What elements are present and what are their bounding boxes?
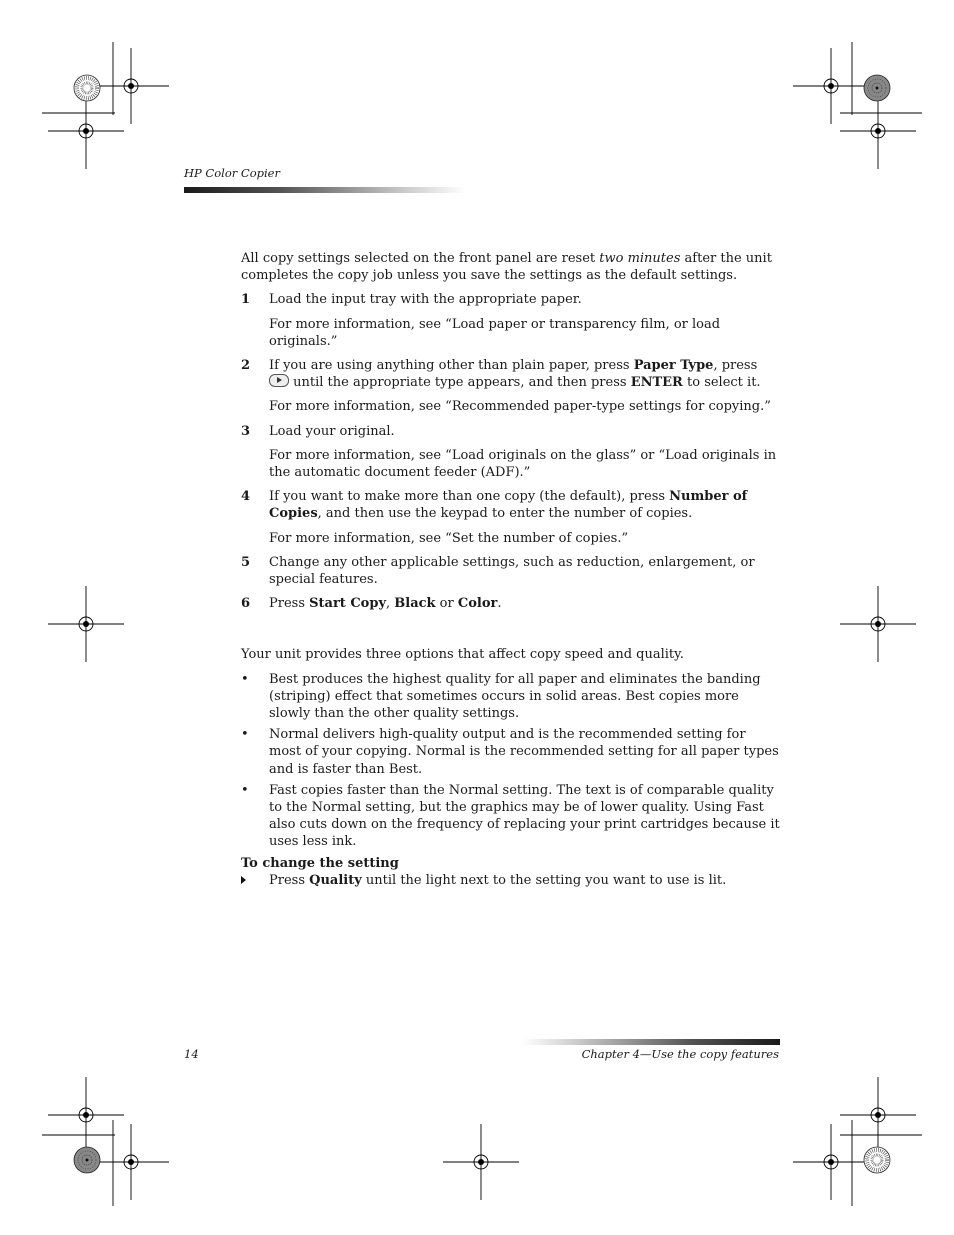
procedure-heading: To change the setting (241, 855, 399, 871)
intro-paragraph: All copy settings selected on the front panel are reset two minutes after the unit completes the copy job unless you save the settings as the default settings. (241, 251, 772, 284)
right-arrow-button-icon (269, 374, 289, 387)
step-2 (241, 357, 781, 416)
step-text: If you are using anything other than plain paper, press Paper Type, press until the appropriate type appears, and then press ENTER to select it. (269, 358, 761, 391)
bullet-text: Normal delivers high-quality output and is the recommended setting for most of your copying. Normal is the recommended setting for all paper types and is faster than Best. (269, 727, 779, 777)
step-text: Change any other applicable settings, such as reduction, enlargement, or special features. (269, 554, 755, 588)
step-note: For more information, see “Recommended paper-type settings for copying.” (269, 399, 771, 415)
step-number: 5 (241, 554, 251, 570)
triangle-arrow-icon (241, 876, 246, 884)
step-4 (241, 488, 781, 547)
running-header: HP Color Copier (184, 166, 280, 180)
step-number: 3 (241, 423, 251, 439)
step-number: 2 (241, 358, 251, 374)
list-item (241, 671, 781, 723)
bullet-text: Best produces the highest quality for all paper and eliminates the banding (striping) effect that sometimes occurs in solid areas. Best copies more slowly than the other quality settings. (269, 671, 761, 722)
list-item (241, 726, 781, 778)
main-content (241, 250, 781, 893)
quality-intro: Your unit provides three options that affect copy speed and quality. (241, 647, 684, 663)
step-note: For more information, see “Set the number of copies.” (269, 530, 629, 546)
step-number: 1 (241, 292, 251, 308)
bullet-icon: • (241, 671, 249, 687)
procedure-text: Press Quality until the light next to the setting you want to use is lit. (269, 872, 727, 888)
running-footer: Chapter 4—Use the copy features (581, 1047, 779, 1061)
procedure-step (241, 872, 781, 889)
step-text: Press Start Copy, Black or Color. (269, 596, 502, 612)
step-3 (241, 423, 781, 482)
step-note: For more information, see “Load paper or transparency film, or load originals.” (269, 316, 721, 349)
step-1 (241, 291, 781, 350)
step-note: For more information, see “Load originals on the glass” or “Load originals in the automatic document feeder (ADF).” (269, 447, 777, 481)
step-text: If you want to make more than one copy (the default), press Number of Copies, and then use the keypad to enter the number of copies. (269, 489, 748, 522)
step-5 (241, 554, 781, 588)
footer-gradient-bar (522, 1039, 780, 1045)
list-item (241, 782, 781, 851)
step-text: Load your original. (269, 423, 395, 439)
step-6 (241, 595, 781, 612)
bullet-icon: • (241, 727, 249, 743)
header-gradient-bar (184, 187, 466, 193)
step-number: 4 (241, 489, 251, 505)
bullet-icon: • (241, 782, 249, 798)
page-number: 14 (184, 1047, 199, 1061)
bullet-text: Fast copies faster than the Normal setting. The text is of comparable quality to the Normal setting, but the graphics may be of lower quality. Using Fast also cuts down on the frequency of replacing your print cartridges because it uses less ink. (269, 782, 780, 850)
step-number: 6 (241, 596, 251, 612)
step-text: Load the input tray with the appropriate paper. (269, 292, 582, 308)
